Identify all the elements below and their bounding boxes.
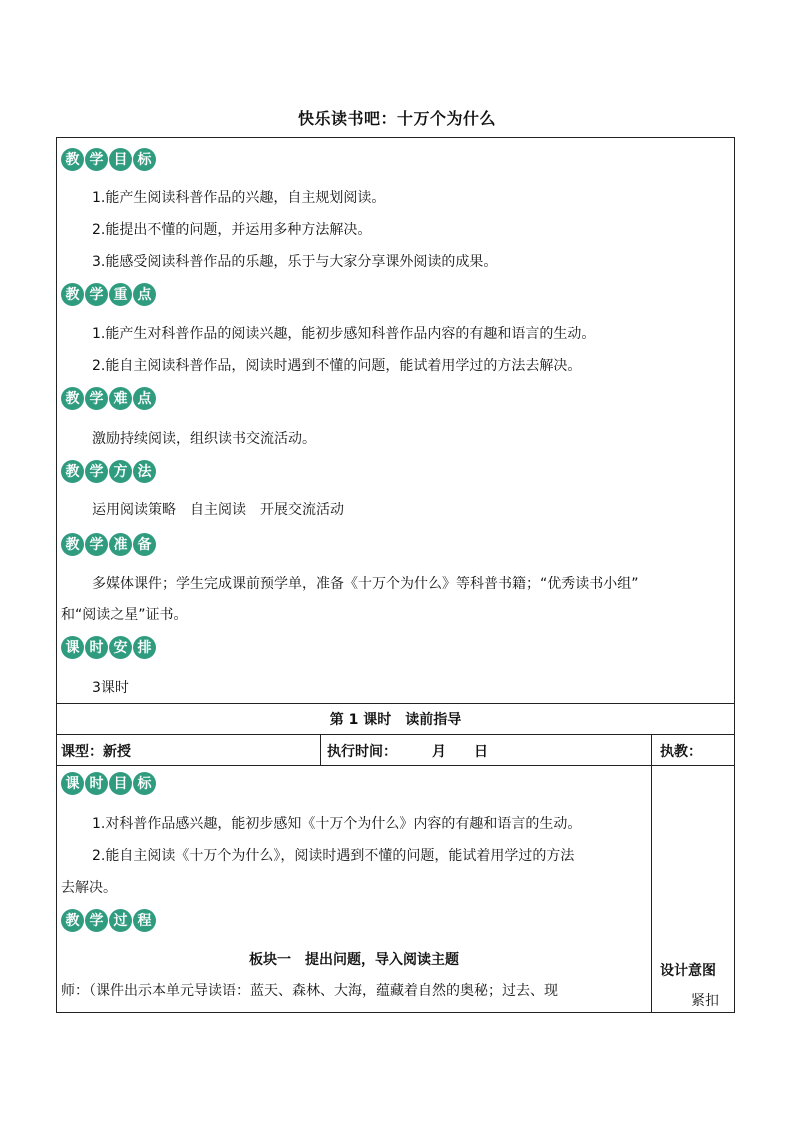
heading-char: 教 bbox=[61, 909, 84, 932]
heading-char: 课 bbox=[61, 636, 84, 659]
key-point-line: 1.能产生对科普作品的阅读兴趣，能初步感知科普作品内容的有趣和语言的生动。 bbox=[92, 326, 596, 342]
heading-char: 准 bbox=[109, 533, 132, 556]
heading-schedule bbox=[61, 636, 156, 659]
heading-preparation bbox=[61, 533, 156, 556]
heading-char: 学 bbox=[85, 533, 108, 556]
preparation-line: 和“阅读之星”证书。 bbox=[61, 607, 188, 623]
heading-char: 安 bbox=[109, 636, 132, 659]
heading-key-points bbox=[61, 283, 156, 306]
table-divider bbox=[57, 703, 734, 704]
goal-line: 1.能产生阅读科普作品的兴趣，自主规划阅读。 bbox=[92, 190, 386, 206]
heading-char: 标 bbox=[133, 772, 156, 795]
lesson-goal-line: 去解决。 bbox=[61, 880, 117, 896]
heading-char: 时 bbox=[85, 636, 108, 659]
heading-char: 教 bbox=[61, 148, 84, 171]
execution-time-label: 执行时间： 月 日 bbox=[327, 744, 488, 760]
heading-char: 教 bbox=[61, 460, 84, 483]
heading-methods bbox=[61, 460, 156, 483]
heading-char: 难 bbox=[109, 387, 132, 410]
heading-char: 法 bbox=[133, 460, 156, 483]
table-divider bbox=[651, 734, 652, 1013]
heading-char: 目 bbox=[109, 148, 132, 171]
lesson-plan-table bbox=[56, 137, 735, 1013]
design-intent-text: 紧扣 bbox=[691, 993, 719, 1009]
table-divider bbox=[320, 734, 321, 765]
table-divider bbox=[57, 765, 734, 766]
heading-char: 学 bbox=[85, 283, 108, 306]
lesson-title: 第 1 课时 读前指导 bbox=[329, 712, 462, 728]
heading-char: 点 bbox=[133, 387, 156, 410]
block-title: 板块一 提出问题，导入阅读主题 bbox=[249, 952, 459, 968]
design-intent-label: 设计意图 bbox=[660, 963, 716, 979]
heading-char: 教 bbox=[61, 533, 84, 556]
goal-line: 2.能提出不懂的问题，并运用多种方法解决。 bbox=[92, 222, 372, 238]
schedule-line: 3课时 bbox=[92, 680, 129, 696]
lesson-type-label: 课型：新授 bbox=[61, 744, 131, 760]
key-point-line: 2.能自主阅读科普作品，阅读时遇到不懂的问题，能试着用学过的方法去解决。 bbox=[92, 358, 582, 374]
heading-char: 学 bbox=[85, 387, 108, 410]
heading-char: 过 bbox=[109, 909, 132, 932]
heading-char: 标 bbox=[133, 148, 156, 171]
preparation-line: 多媒体课件；学生完成课前预学单，准备《十万个为什么》等科普书籍；“优秀读书小组” bbox=[92, 576, 639, 592]
heading-lesson-goals bbox=[61, 772, 156, 795]
difficulty-line: 激励持续阅读，组织读书交流活动。 bbox=[92, 431, 316, 447]
heading-char: 目 bbox=[109, 772, 132, 795]
heading-char: 程 bbox=[133, 909, 156, 932]
heading-char: 学 bbox=[85, 460, 108, 483]
heading-char: 排 bbox=[133, 636, 156, 659]
process-line: 师：（课件出示本单元导读语：蓝天、森林、大海，蕴藏着自然的奥秘；过去、现 bbox=[61, 983, 558, 999]
heading-teaching-process bbox=[61, 909, 156, 932]
heading-char: 点 bbox=[133, 283, 156, 306]
page-title: 快乐读书吧：十万个为什么 bbox=[297, 109, 496, 128]
lesson-goal-line: 2.能自主阅读《十万个为什么》，阅读时遇到不懂的问题，能试着用学过的方法 bbox=[92, 848, 575, 864]
heading-char: 学 bbox=[85, 148, 108, 171]
heading-teaching-goals bbox=[61, 148, 156, 171]
goal-line: 3.能感受阅读科普作品的乐趣，乐于与大家分享课外阅读的成果。 bbox=[92, 254, 498, 270]
lesson-goal-line: 1.对科普作品感兴趣，能初步感知《十万个为什么》内容的有趣和语言的生动。 bbox=[92, 816, 582, 832]
heading-difficulties bbox=[61, 387, 156, 410]
heading-char: 备 bbox=[133, 533, 156, 556]
heading-char: 重 bbox=[109, 283, 132, 306]
heading-char: 教 bbox=[61, 387, 84, 410]
heading-char: 教 bbox=[61, 283, 84, 306]
heading-char: 课 bbox=[61, 772, 84, 795]
heading-char: 时 bbox=[85, 772, 108, 795]
heading-char: 方 bbox=[109, 460, 132, 483]
table-divider bbox=[57, 734, 734, 735]
heading-char: 学 bbox=[85, 909, 108, 932]
teacher-label: 执教： bbox=[660, 744, 702, 760]
method-line: 运用阅读策略 自主阅读 开展交流活动 bbox=[92, 502, 344, 518]
